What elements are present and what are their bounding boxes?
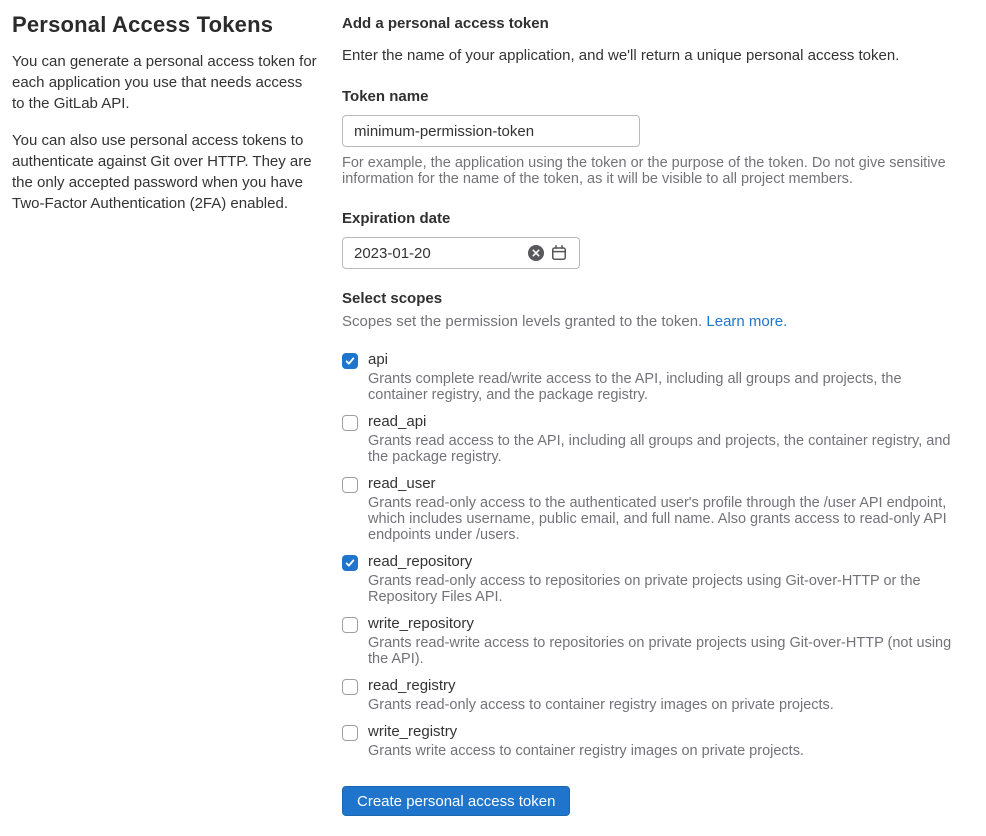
select-scopes-label: Select scopes [342,290,443,307]
checkbox-write_repository[interactable] [342,617,358,633]
checkbox-write_registry[interactable] [342,725,358,741]
token-name-help: For example, the application using the token or the purpose of the token. Do not give sensitive information for the name of the token, as it will be visible to all project members. [342,155,946,187]
checkbox-api[interactable] [342,353,358,369]
add-token-form [342,12,963,816]
scope-row-write_repository [342,615,963,667]
calendar-icon [551,249,567,264]
scope-description-write_repository: Grants read-write access to repositories on private projects using Git-over-HTTP (not using the API). [368,635,952,667]
scope-label-read_api[interactable]: read_api [368,413,427,430]
scope-label-write_registry[interactable]: write_registry [368,723,458,740]
scope-label-write_repository[interactable]: write_repository [368,615,474,632]
scope-description-write_registry: Grants write access to container registry images on private projects. [368,743,804,759]
expiration-date-label: Expiration date [342,210,451,227]
checkbox-read_user[interactable] [342,477,358,493]
learn-more-link[interactable]: Learn more. [706,313,788,330]
calendar-picker-button[interactable] [551,245,567,261]
page-title: Personal Access Tokens [12,12,274,37]
scope-description-read_user: Grants read-only access to the authenticated user's profile through the /user API endpoint, which includes username, public email, and full name. Also grants access to read-only API endpoints under /users. [368,495,947,543]
scope-label-read_repository[interactable]: read_repository [368,553,473,570]
scope-description-read_repository: Grants read-only access to repositories on private projects using Git-over-HTTP or the Repository Files API. [368,573,921,605]
scope-row-api [342,351,963,403]
scopes-description-line [342,313,963,331]
checkbox-read_registry[interactable] [342,679,358,695]
expiration-date-field [342,237,580,269]
scope-label-read_user[interactable]: read_user [368,475,436,492]
scope-row-write_registry [342,723,963,759]
expiration-date-input[interactable] [342,237,580,269]
intro-paragraph-2: You can also use personal access tokens to authenticate against Git over HTTP. They are the only accepted password when you have Two-Factor Authentication (2FA) enabled. [12,132,312,212]
scope-label-api[interactable]: api [368,351,389,368]
checkbox-read_repository[interactable] [342,555,358,571]
checkbox-read_api[interactable] [342,415,358,431]
scope-description-read_registry: Grants read-only access to container registry images on private projects. [368,697,834,713]
scope-row-read_repository [342,553,963,605]
scope-description-api: Grants complete read/write access to the API, including all groups and projects, the container registry, and the package registry. [368,371,902,403]
clear-date-button[interactable] [528,245,544,261]
intro-paragraph-1: You can generate a personal access token for each application you use that needs access to the GitLab API. [12,53,317,112]
scopes-description: Scopes set the permission levels granted to the token. [342,313,703,330]
scope-description-read_api: Grants read access to the API, including all groups and projects, the container registry, and the package registry. [368,433,951,465]
form-heading: Add a personal access token [342,15,549,32]
form-description: Enter the name of your application, and we'll return a unique personal access token. [342,47,900,64]
scope-list [342,351,963,759]
page-description-panel [12,12,342,816]
token-name-label: Token name [342,88,429,105]
clear-circle-icon [528,249,544,264]
create-token-button[interactable]: Create personal access token [342,786,570,816]
scope-row-read_api [342,413,963,465]
scope-label-read_registry[interactable]: read_registry [368,677,456,694]
token-name-input[interactable] [342,115,640,147]
scope-row-read_registry [342,677,963,713]
scope-row-read_user [342,475,963,543]
